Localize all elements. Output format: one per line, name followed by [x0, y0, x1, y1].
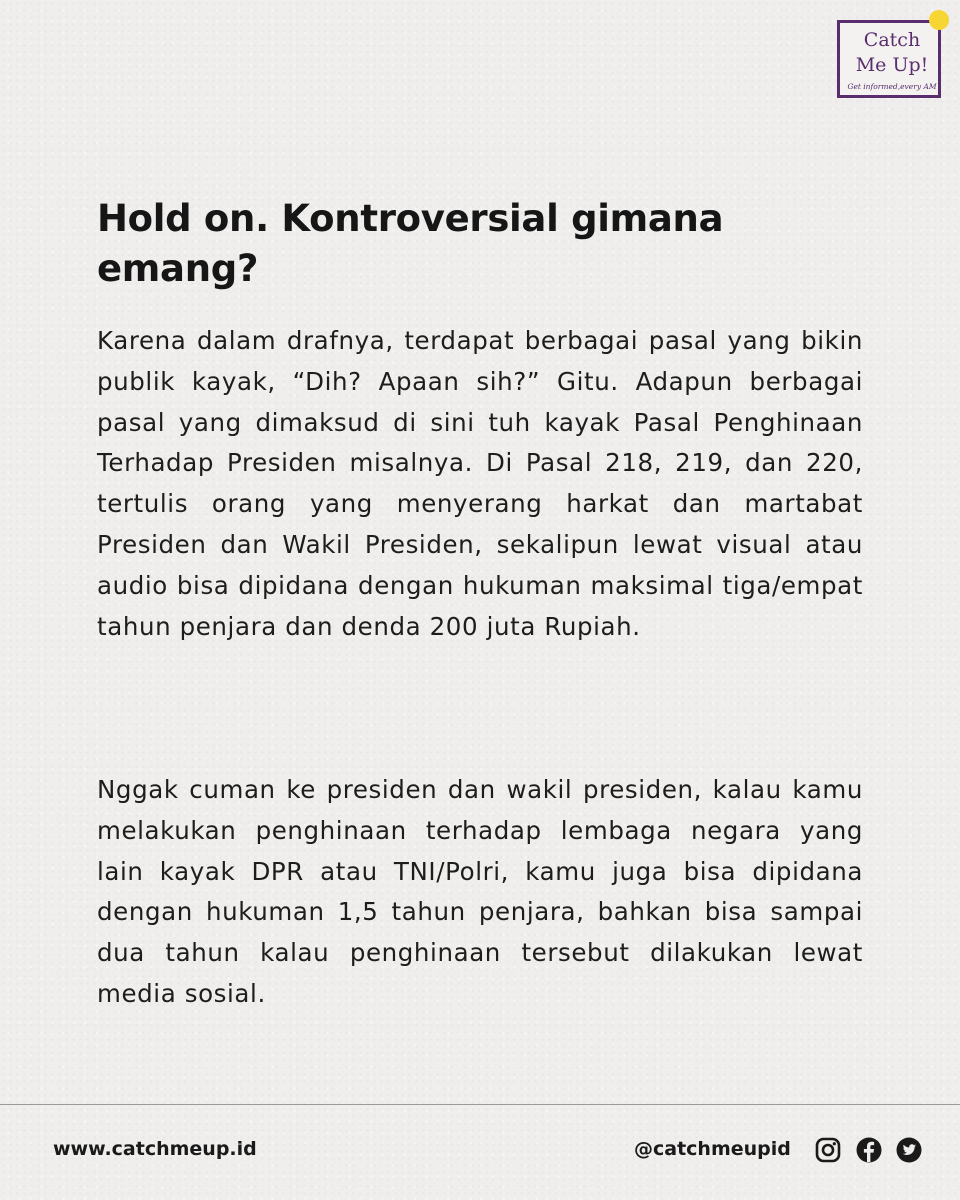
twitter-icon[interactable]	[896, 1137, 922, 1163]
logo-accent-dot	[929, 10, 949, 30]
logo-tagline: Get informed,every AM	[847, 82, 937, 91]
catch-me-up-logo	[837, 20, 945, 120]
footer-website-link[interactable]: www.catchmeup.id	[53, 1138, 257, 1160]
instagram-icon[interactable]	[815, 1137, 841, 1163]
logo-text-line1: Catch	[863, 29, 921, 51]
article-paragraph-1: Karena dalam drafnya, terdapat berbagai pasal yang bikin publik kayak, “Dih? Apaan sih?” Gitu. Adapun berbagai pasal yang dimaksud di sini tuh kayak Pasal Penghinaan Terhadap Presiden misalnya. Di Pasal 218, 219, dan 220, tertulis orang yang menyerang harkat dan martabat Presiden dan Wakil Presiden, sekalipun lewat visual atau audio bisa dipidana dengan hukuman maksimal tiga/empat tahun penjara dan denda 200 juta Rupiah.	[97, 326, 863, 641]
article-heading: Hold on. Kontroversial gimana emang?	[97, 197, 724, 290]
footer-social-handle[interactable]: @catchmeupid	[634, 1138, 791, 1160]
facebook-icon[interactable]	[856, 1137, 882, 1163]
footer-divider	[0, 1104, 960, 1105]
article-paragraph-2: Nggak cuman ke presiden dan wakil presiden, kalau kamu melakukan penghinaan terhadap lembaga negara yang lain kayak DPR atau TNI/Polri, kamu juga bisa dipidana dengan hukuman 1,5 tahun penjara, bahkan bisa sampai dua tahun kalau penghinaan tersebut dilakukan lewat media sosial.	[97, 775, 863, 1008]
logo-frame	[837, 20, 941, 98]
logo-text-line2: Me Up!	[855, 54, 929, 76]
